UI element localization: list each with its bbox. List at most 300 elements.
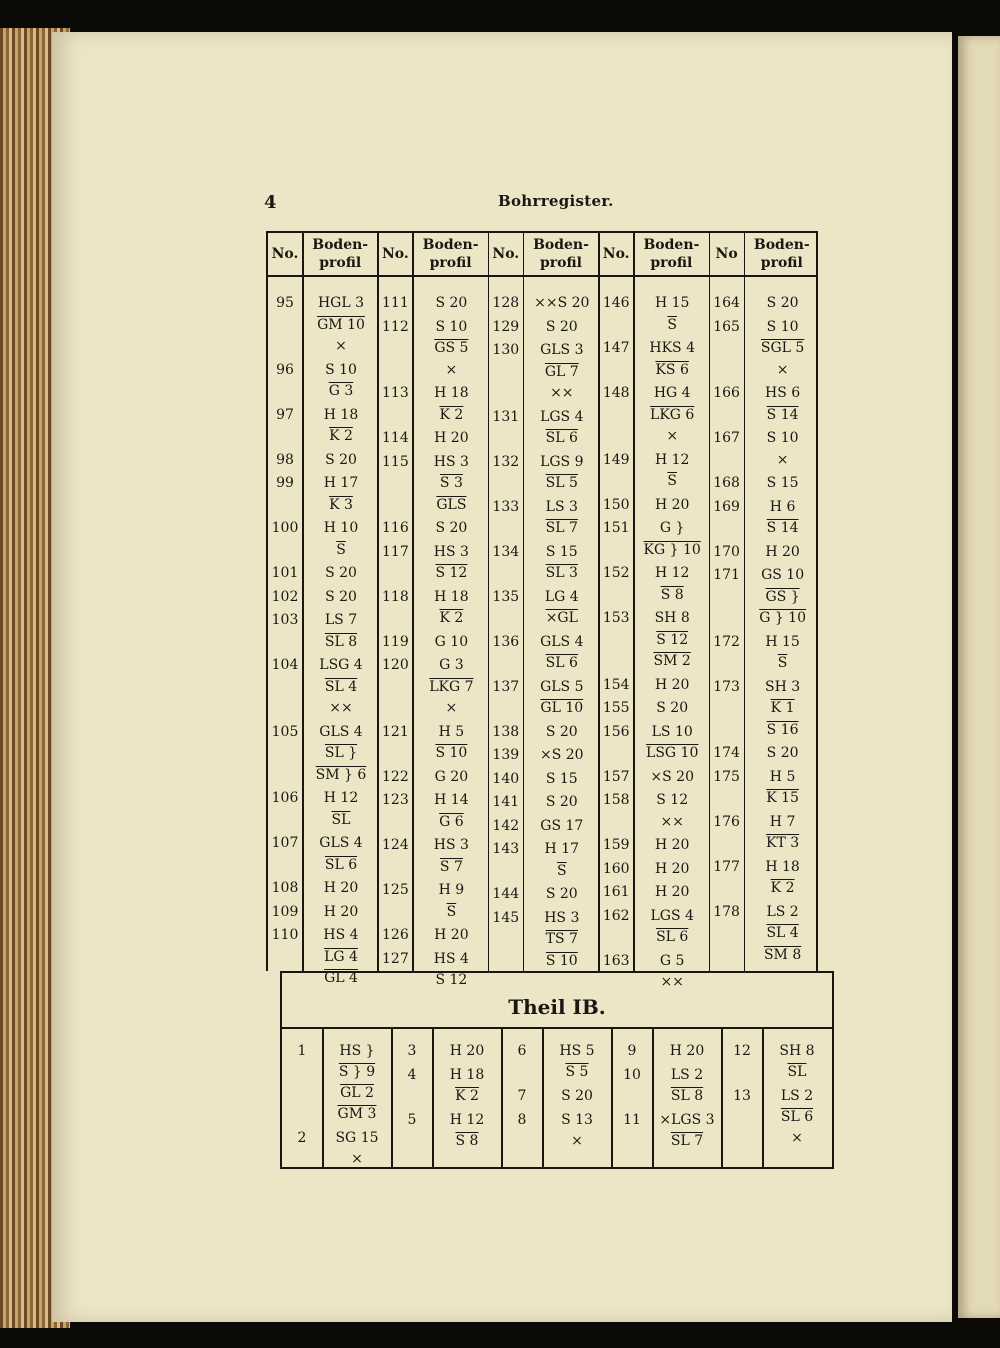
soil-profile-line: ×× <box>550 385 574 401</box>
boring-number: 118 <box>382 588 409 605</box>
soil-profile-line: SL 8 <box>670 1088 704 1104</box>
header-no: No <box>715 246 738 262</box>
soil-profile-line: SL 4 <box>324 678 358 695</box>
boring-number: 101 <box>271 565 299 581</box>
soil-profile-line: H 20 <box>654 837 690 853</box>
boring-number: 108 <box>271 880 299 896</box>
boring-number: 9 <box>627 1043 637 1059</box>
boring-number: 123 <box>382 792 409 808</box>
soil-profile-line: H 7 <box>769 813 796 830</box>
header-bodenprofil: Boden- profil <box>753 237 810 271</box>
boring-number: 3 <box>407 1043 417 1059</box>
soil-profile-line: LGS 4 <box>540 408 584 425</box>
boring-number: 156 <box>602 723 630 740</box>
boring-number: 120 <box>382 657 409 673</box>
boring-number: 100 <box>271 520 299 536</box>
soil-profile-line: GL 4 <box>324 970 358 986</box>
soil-profile-line: S } 9 <box>338 1064 376 1080</box>
soil-profile-line: HS } <box>339 1043 375 1059</box>
soil-profile-line: LG 4 <box>324 948 358 965</box>
soil-profile-line: HKS 4 <box>649 340 695 356</box>
boring-number: 104 <box>271 657 299 673</box>
boring-number: 121 <box>382 723 409 740</box>
soil-profile-line: S 14 <box>766 520 799 536</box>
soil-profile-line: S 20 <box>545 723 578 740</box>
soil-profile-line: S 10 <box>435 318 468 335</box>
soil-profile-line: $\overline{S}$ <box>667 473 677 489</box>
soil-profile-line: $\overline{S}$ <box>667 316 677 333</box>
boring-number: 7 <box>517 1088 527 1104</box>
boring-number: 99 <box>276 475 294 491</box>
soil-profile-line: LS 10 <box>651 723 693 740</box>
boring-number: 131 <box>492 408 520 425</box>
soil-profile-line: H 18 <box>434 385 469 401</box>
soil-profile-line: GLS 4 <box>540 633 584 650</box>
soil-profile-line: K 2 <box>329 428 353 444</box>
boring-number: 129 <box>492 318 520 335</box>
header-no: No. <box>382 246 409 262</box>
boring-number: 164 <box>713 295 740 311</box>
boring-number: 166 <box>713 385 740 401</box>
soil-profile-line: $\overline{SL}$ <box>331 811 351 828</box>
header-no: No. <box>492 246 520 262</box>
soil-profile-line: H 20 <box>654 884 690 900</box>
boring-number: 142 <box>492 817 520 834</box>
boring-number: 109 <box>271 903 299 920</box>
soil-profile-line: K 2 <box>439 610 464 626</box>
soil-profile-line: ×S 20 <box>650 768 694 785</box>
boring-number: 133 <box>492 498 520 515</box>
soil-profile-line: × <box>351 1151 363 1167</box>
soil-profile-line: × <box>571 1133 583 1149</box>
column-divider <box>302 233 304 973</box>
soil-profile-line: HS 4 <box>323 927 359 943</box>
soil-profile-line: H 20 <box>434 430 469 446</box>
header-no: No. <box>602 246 630 262</box>
soil-profile-line: GL 10 <box>540 700 584 716</box>
soil-profile-line: H 5 <box>769 768 796 785</box>
boring-number: 96 <box>276 361 294 378</box>
boring-number: 139 <box>492 747 520 763</box>
boring-number: 157 <box>602 768 630 785</box>
soil-profile-line: HS 3 <box>433 543 469 560</box>
boring-number: 13 <box>733 1088 751 1104</box>
soil-profile-line: H 12 <box>323 790 359 806</box>
soil-profile-line: G 20 <box>434 768 469 785</box>
boring-number: 126 <box>382 927 409 943</box>
soil-profile-line: H 12 <box>654 451 690 468</box>
boring-number: 132 <box>492 453 520 470</box>
soil-profile-line: LGS 4 <box>650 907 694 924</box>
soil-profile-line: LKG 6 <box>650 406 695 423</box>
soil-profile-line: HS 3 <box>544 909 580 926</box>
page-header <box>264 192 824 216</box>
boring-number: 169 <box>713 498 740 515</box>
soil-profile-line: ×× <box>660 974 684 990</box>
soil-profile-line: $\overline{S}$ <box>336 541 346 558</box>
boring-number: 134 <box>492 543 520 560</box>
soil-profile-line: HGL 3 <box>317 295 365 311</box>
boring-number: 141 <box>492 794 520 810</box>
soil-profile-line: S 10 <box>766 430 799 446</box>
soil-profile-line: GS } <box>765 588 800 605</box>
boring-number: 111 <box>382 295 409 311</box>
soil-profile-line: G 5 <box>659 952 685 969</box>
soil-profile-line: K 2 <box>770 880 795 896</box>
boring-number: 145 <box>492 909 520 926</box>
soil-profile-line: $\overline{S}$ <box>557 862 567 879</box>
soil-profile-line: H 20 <box>323 903 359 920</box>
running-title: Bohrregister. <box>498 192 614 210</box>
soil-profile-line: SL 8 <box>324 633 358 650</box>
section-rule <box>282 1027 832 1029</box>
boring-number: 172 <box>713 633 740 650</box>
soil-profile-line: H 20 <box>654 676 690 693</box>
soil-profile-line: H 18 <box>323 406 359 423</box>
soil-profile-line: S 10 <box>325 361 357 378</box>
boring-number: 165 <box>713 318 740 335</box>
boring-number: 160 <box>602 860 630 877</box>
soil-profile-line: G } <box>659 520 685 536</box>
boring-number: 143 <box>492 841 520 857</box>
soil-profile-line: H 12 <box>449 1112 485 1128</box>
soil-profile-line: K 15 <box>766 790 799 806</box>
boring-number: 112 <box>382 318 409 335</box>
soil-profile-line: S 10 <box>766 318 799 335</box>
boring-number: 177 <box>713 858 740 875</box>
soil-profile-line: G 3 <box>439 657 464 673</box>
boring-number: 149 <box>602 451 630 468</box>
boring-number: 11 <box>623 1112 641 1128</box>
boring-number: 135 <box>492 588 520 605</box>
soil-profile-line: H 18 <box>765 858 800 875</box>
column-divider <box>432 1029 434 1167</box>
soil-profile-line: SL 3 <box>545 565 578 581</box>
boring-number: 178 <box>713 903 740 920</box>
soil-profile-line: ×S 20 <box>540 747 584 763</box>
soil-profile-line: S 8 <box>660 586 684 603</box>
boring-number: 147 <box>602 340 630 356</box>
soil-profile-line: S 13 <box>561 1112 593 1128</box>
boring-number: 119 <box>382 633 409 650</box>
soil-profile-line: S 20 <box>325 451 357 468</box>
boring-number: 5 <box>407 1112 417 1128</box>
header-bodenprofil: Boden- profil <box>422 237 479 271</box>
section-title: Theil IB. <box>508 995 606 1019</box>
theil-ib-table <box>280 971 834 1169</box>
soil-profile-line: SL } <box>324 745 358 761</box>
soil-profile-line: LKG 7 <box>429 678 474 695</box>
boring-register-table <box>266 231 818 990</box>
soil-profile-line: ×× <box>660 813 684 830</box>
soil-profile-line: S 10 <box>435 745 468 761</box>
boring-number: 98 <box>276 451 294 468</box>
soil-profile-line: H 12 <box>654 565 690 581</box>
boring-number: 113 <box>382 385 409 401</box>
soil-profile-line: H 17 <box>323 475 359 491</box>
boring-number: 155 <box>602 700 630 716</box>
column-divider <box>633 233 635 973</box>
column-divider <box>322 1029 324 1167</box>
soil-profile-line: G 10 <box>434 633 469 650</box>
soil-profile-line: × <box>335 338 347 354</box>
soil-profile-line: HG 4 <box>653 385 691 401</box>
boring-number: 148 <box>602 385 630 401</box>
soil-profile-line: G 6 <box>439 813 464 830</box>
boring-number: 6 <box>517 1043 527 1059</box>
boring-number: 12 <box>733 1043 751 1059</box>
header-bodenprofil: Boden- profil <box>643 237 700 271</box>
soil-profile-line: S 15 <box>766 475 799 491</box>
boring-number: 117 <box>382 543 409 560</box>
boring-number: 102 <box>271 588 299 605</box>
soil-profile-line: GM 3 <box>337 1106 377 1122</box>
boring-number: 159 <box>602 837 630 853</box>
soil-profile-line: GL 7 <box>544 363 579 380</box>
boring-number: 174 <box>713 745 740 761</box>
soil-profile-line: H 6 <box>769 498 796 515</box>
soil-profile-line: ×GL <box>545 610 578 626</box>
boring-number: 168 <box>713 475 740 491</box>
soil-profile-line: LS 2 <box>766 903 799 920</box>
soil-profile-line: × <box>445 361 458 378</box>
boring-number: 4 <box>407 1067 417 1083</box>
soil-profile-line: H 14 <box>434 792 469 808</box>
soil-profile-line: LS 3 <box>545 498 578 515</box>
soil-profile-line: $\overline{SL}$ <box>787 1064 807 1080</box>
soil-profile-line: H 10 <box>323 520 359 536</box>
boring-number: 8 <box>517 1112 527 1128</box>
boring-number: 161 <box>602 884 630 900</box>
soil-profile-line: S 20 <box>325 588 357 605</box>
soil-profile-line: S 12 <box>656 792 689 808</box>
soil-profile-line: KT 3 <box>766 835 800 851</box>
soil-profile-line: H 17 <box>544 841 580 857</box>
boring-number: 163 <box>602 952 630 969</box>
soil-profile-line: H 18 <box>449 1067 485 1083</box>
soil-profile-line: HS 5 <box>559 1043 595 1059</box>
header-no: No. <box>271 246 299 262</box>
boring-number: 116 <box>382 520 409 536</box>
soil-profile-line: SG 15 <box>335 1130 379 1146</box>
soil-profile-line: K 3 <box>329 496 353 513</box>
soil-profile-line: GS 17 <box>540 817 584 834</box>
boring-number: 173 <box>713 678 740 695</box>
soil-profile-line: SL 6 <box>780 1109 814 1125</box>
soil-profile-line: SH 3 <box>765 678 801 695</box>
soil-profile-line: S 20 <box>545 318 578 335</box>
boring-number: 95 <box>276 295 294 311</box>
soil-profile-line: G } 10 <box>759 610 806 626</box>
soil-profile-line: SL 6 <box>656 929 689 945</box>
soil-profile-line: S 14 <box>766 406 799 423</box>
soil-profile-line: ×× <box>329 700 353 716</box>
boring-number: 158 <box>602 792 630 808</box>
boring-number: 150 <box>602 496 630 513</box>
soil-profile-line: SL 7 <box>670 1133 704 1149</box>
soil-profile-line: H 20 <box>449 1043 485 1059</box>
column-divider <box>762 1029 764 1167</box>
column-divider <box>523 233 525 973</box>
soil-profile-line: × <box>791 1130 803 1146</box>
soil-profile-line: S 20 <box>435 295 468 311</box>
column-divider <box>412 233 414 973</box>
soil-profile-line: GLS 3 <box>540 342 584 358</box>
soil-profile-line: H 9 <box>438 882 465 898</box>
soil-profile-line: × <box>776 361 789 378</box>
soil-profile-line: SH 8 <box>654 610 690 626</box>
soil-profile-line: H 20 <box>654 860 690 877</box>
soil-profile-line: S 20 <box>561 1088 593 1104</box>
soil-profile-line: H 18 <box>434 588 469 605</box>
soil-profile-line: LGS 9 <box>540 453 584 470</box>
soil-profile-line: K 2 <box>439 406 464 423</box>
soil-profile-line: H 15 <box>654 295 690 311</box>
boring-number: 128 <box>492 295 520 311</box>
soil-profile-line: SL 4 <box>766 925 799 941</box>
boring-number: 144 <box>492 886 520 902</box>
boring-number: 122 <box>382 768 409 785</box>
boring-number: 107 <box>271 835 299 851</box>
boring-number: 167 <box>713 430 740 446</box>
soil-profile-line: TS 7 <box>545 931 578 947</box>
soil-profile-line: LSG 4 <box>319 657 363 673</box>
soil-profile-line: S 7 <box>439 858 463 875</box>
boring-number: 153 <box>602 610 630 626</box>
soil-profile-line: LS 2 <box>780 1088 814 1104</box>
soil-profile-line: S 8 <box>455 1133 479 1149</box>
soil-profile-line: GLS 5 <box>540 678 584 695</box>
column-divider <box>652 1029 654 1167</box>
soil-profile-line: LS 2 <box>670 1067 704 1083</box>
soil-profile-line: SL 6 <box>324 856 358 873</box>
column-divider <box>744 233 746 973</box>
boring-number: 114 <box>382 430 409 446</box>
boring-number: 140 <box>492 770 520 787</box>
soil-profile-line: GLS 4 <box>319 723 363 740</box>
soil-profile-line: LSG 10 <box>646 745 699 761</box>
soil-profile-line: H 5 <box>438 723 465 740</box>
boring-number: 106 <box>271 790 299 806</box>
boring-number: 176 <box>713 813 740 830</box>
boring-number: 171 <box>713 567 740 583</box>
soil-profile-line: SM 2 <box>653 653 691 669</box>
soil-profile-line: SH 8 <box>779 1043 815 1059</box>
soil-profile-line: H 20 <box>323 880 359 896</box>
boring-number: 170 <box>713 543 740 560</box>
soil-profile-line: KG } 10 <box>643 541 701 558</box>
soil-profile-line: S 16 <box>766 721 799 738</box>
soil-profile-line: SM } 6 <box>315 766 367 783</box>
soil-profile-line: LG 4 <box>544 588 579 605</box>
soil-profile-line: $\overline{GLS}$ <box>436 496 467 513</box>
boring-number: 130 <box>492 342 520 358</box>
soil-profile-line: H 15 <box>765 633 800 650</box>
facing-page-edge <box>958 36 1000 1318</box>
soil-profile-line: HS 3 <box>433 837 469 853</box>
boring-number: 103 <box>271 612 299 628</box>
soil-profile-line: S 5 <box>565 1064 589 1080</box>
soil-profile-line: SL 5 <box>545 475 578 491</box>
soil-profile-line: S 10 <box>545 952 578 969</box>
boring-number: 105 <box>271 723 299 740</box>
boring-number: 1 <box>297 1043 307 1059</box>
header-bodenprofil: Boden- profil <box>312 237 369 271</box>
soil-profile-line: SL 7 <box>545 520 578 536</box>
soil-profile-line: S 20 <box>435 520 468 536</box>
boring-number: 152 <box>602 565 630 581</box>
boring-number: 10 <box>623 1067 641 1083</box>
column-divider <box>542 1029 544 1167</box>
soil-profile-line: GM 10 <box>317 316 365 333</box>
soil-profile-line: HS 4 <box>433 950 469 967</box>
soil-profile-line: $\overline{S}$ <box>446 903 457 920</box>
boring-number: 115 <box>382 453 409 470</box>
soil-profile-line: S 20 <box>766 745 799 761</box>
soil-profile-line: G 3 <box>328 383 354 399</box>
header-bodenprofil: Boden- profil <box>533 237 589 271</box>
soil-profile-line: GLS 4 <box>319 835 363 851</box>
soil-profile-line: K 2 <box>455 1088 479 1104</box>
boring-number: 2 <box>297 1130 307 1146</box>
soil-profile-line: S 15 <box>545 543 578 560</box>
boring-number: 110 <box>271 927 299 943</box>
soil-profile-line: ×LGS 3 <box>659 1112 715 1128</box>
soil-profile-line: HS 3 <box>433 453 469 470</box>
page-number: 4 <box>264 192 277 213</box>
soil-profile-line: K 1 <box>770 700 795 716</box>
soil-profile-line: SL 6 <box>545 655 578 671</box>
boring-number: 154 <box>602 676 630 693</box>
soil-profile-line: S 12 <box>435 972 468 988</box>
boring-number: 151 <box>602 520 630 536</box>
soil-profile-line: × <box>445 700 458 716</box>
soil-profile-line: S 12 <box>656 631 689 648</box>
soil-profile-line: S 20 <box>545 886 578 902</box>
soil-profile-line: GS 10 <box>761 567 805 583</box>
boring-number: 124 <box>382 837 409 853</box>
soil-profile-line: GL 2 <box>340 1085 374 1101</box>
boring-number: 138 <box>492 723 520 740</box>
soil-profile-line: SL 6 <box>545 430 578 446</box>
soil-profile-line: S 3 <box>439 475 463 491</box>
soil-profile-line: H 20 <box>434 927 469 943</box>
soil-profile-line: S 20 <box>766 295 799 311</box>
boring-number: 97 <box>276 406 294 423</box>
soil-profile-line: H 20 <box>654 496 690 513</box>
soil-profile-line: HS 6 <box>765 385 801 401</box>
soil-profile-line: S 20 <box>545 794 578 810</box>
boring-number: 146 <box>602 295 630 311</box>
soil-profile-line: SM 8 <box>763 946 802 963</box>
boring-number: 175 <box>713 768 740 785</box>
soil-profile-line: × <box>776 451 789 468</box>
soil-profile-line: H 20 <box>669 1043 705 1059</box>
soil-profile-line: H 20 <box>765 543 800 560</box>
boring-number: 125 <box>382 882 409 898</box>
soil-profile-line: SGL 5 <box>760 340 805 356</box>
soil-profile-line: KS 6 <box>655 361 689 378</box>
soil-profile-line: S 20 <box>325 565 357 581</box>
soil-profile-line: GS 5 <box>434 340 469 356</box>
soil-profile-line: LS 7 <box>324 612 358 628</box>
soil-profile-line: S 20 <box>656 700 689 716</box>
soil-profile-line: S 15 <box>545 770 578 787</box>
soil-profile-line: $\overline{S}$ <box>777 655 788 671</box>
soil-profile-line: S 12 <box>435 565 468 581</box>
soil-profile-line: × <box>666 428 679 444</box>
soil-profile-line: ××S 20 <box>534 295 590 311</box>
